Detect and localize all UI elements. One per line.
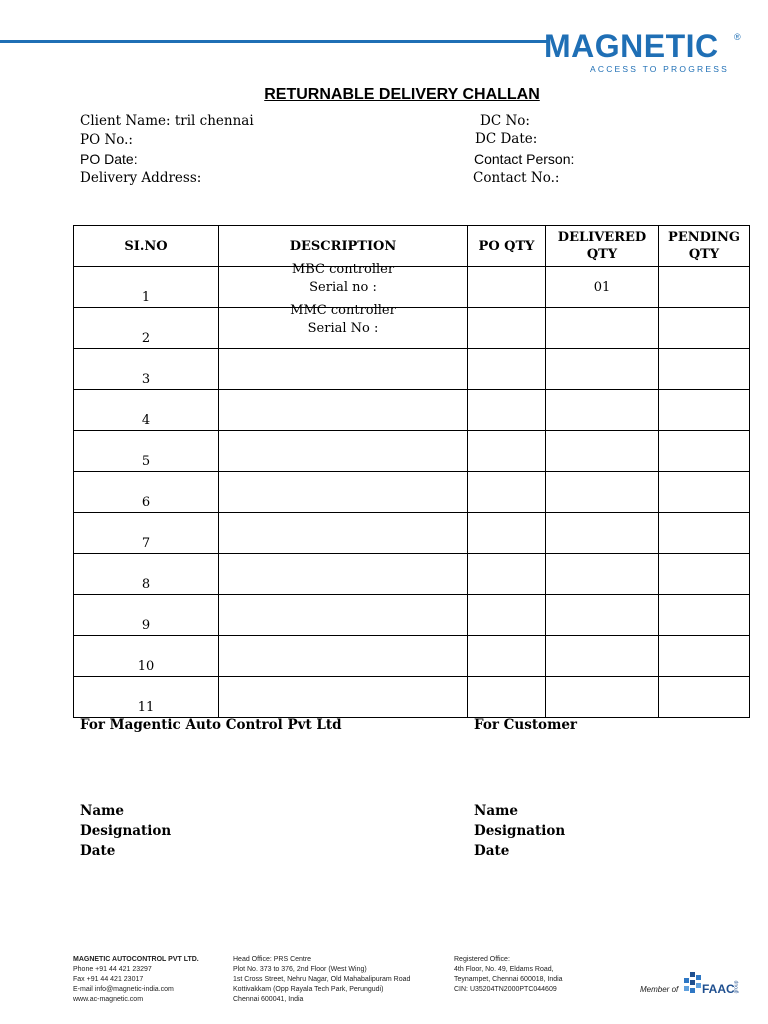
description-cell <box>219 636 468 677</box>
document-title: RETURNABLE DELIVERY CHALLAN <box>264 86 540 103</box>
sl-no-cell: 3 <box>74 349 219 390</box>
footer-company-name: MAGNETIC AUTOCONTROL PVT LTD. <box>73 956 199 963</box>
footer-registered-office-block <box>454 955 563 995</box>
footer-company-block <box>73 955 199 1005</box>
po-date-field: PO Date: <box>80 151 138 167</box>
footer-website: www.ac-magnetic.com <box>73 996 144 1003</box>
description-cell <box>219 513 468 554</box>
footer-email: E-mail info@magnetic-india.com <box>73 986 174 993</box>
delivered-qty-cell <box>546 595 659 636</box>
pending-qty-cell <box>659 677 750 718</box>
delivery-address-field: Delivery Address: <box>80 170 202 186</box>
header-sl-no: SI.NO <box>74 226 219 267</box>
head-office-label: Head Office: PRS Centre <box>233 956 312 963</box>
table-row <box>74 595 750 636</box>
registered-office-label: Registered Office: <box>454 956 510 963</box>
delivered-qty-cell <box>546 636 659 677</box>
company-designation-label: Designation <box>80 823 172 839</box>
pending-qty-cell <box>659 472 750 513</box>
po-qty-cell <box>468 677 546 718</box>
logo-wordmark: MAGNETIC <box>544 28 719 64</box>
description-cell <box>219 303 468 349</box>
faac-group-text: group <box>733 980 740 994</box>
faac-mark-icon <box>682 972 704 996</box>
header-description: DESCRIPTION <box>219 226 468 267</box>
pending-qty-cell <box>659 390 750 431</box>
po-qty-cell <box>468 554 546 595</box>
sl-no-cell: 2 <box>74 308 219 349</box>
description-cell <box>219 554 468 595</box>
sl-no-cell: 4 <box>74 390 219 431</box>
sl-no-cell: 10 <box>74 636 219 677</box>
sl-no-cell: 11 <box>74 677 219 718</box>
footer-head-office-block <box>233 955 410 1005</box>
registered-office-line: 4th Floor, No. 49, Eldams Road, <box>454 966 554 973</box>
dc-date-field: DC Date: <box>475 131 538 147</box>
customer-designation-label: Designation <box>474 823 566 839</box>
delivered-qty-cell <box>546 472 659 513</box>
description-line: MBC controller <box>291 262 395 277</box>
table-row <box>74 472 750 513</box>
po-qty-cell <box>468 513 546 554</box>
sl-no-cell: 5 <box>74 431 219 472</box>
registered-mark: ® <box>734 32 741 42</box>
table-row <box>74 390 750 431</box>
po-qty-cell <box>468 472 546 513</box>
dc-no-field: DC No: <box>480 113 530 129</box>
sl-no-cell: 6 <box>74 472 219 513</box>
table-row <box>74 308 750 349</box>
head-office-line: Chennai 600041, India <box>233 996 304 1003</box>
company-date-label: Date <box>80 843 116 859</box>
description-cell <box>219 431 468 472</box>
po-qty-cell <box>468 595 546 636</box>
po-qty-cell <box>468 636 546 677</box>
customer-signature-heading: For Customer <box>474 717 578 733</box>
sl-no-cell: 9 <box>74 595 219 636</box>
header-pending-qty: PENDING QTY <box>659 226 750 267</box>
delivered-qty-cell <box>546 308 659 349</box>
po-no-field: PO No.: <box>80 132 133 148</box>
client-name-field: Client Name: tril chennai <box>80 113 254 129</box>
header-rule <box>0 40 548 43</box>
po-qty-cell <box>468 431 546 472</box>
company-signature-heading: For Magentic Auto Control Pvt Ltd <box>80 717 342 733</box>
customer-date-label: Date <box>474 843 510 859</box>
header-po-qty: PO QTY <box>468 226 546 267</box>
delivered-qty-cell <box>546 513 659 554</box>
table-row <box>74 513 750 554</box>
serial-line: Serial no : <box>309 280 377 295</box>
head-office-line: Kottivakkam (Opp Rayala Tech Park, Perungudi) <box>233 986 384 993</box>
magnetic-logo <box>544 28 744 74</box>
customer-name-label: Name <box>474 803 518 819</box>
delivered-qty-cell <box>546 677 659 718</box>
po-qty-cell <box>468 390 546 431</box>
pending-qty-cell <box>659 349 750 390</box>
delivered-qty-cell <box>546 554 659 595</box>
footer-fax: Fax +91 44 421 23017 <box>73 976 144 983</box>
header-delivered-qty: DELIVERED QTY <box>546 226 659 267</box>
description-cell <box>219 677 468 718</box>
contact-person-field: Contact Person: <box>474 151 575 167</box>
pending-qty-cell <box>659 308 750 349</box>
pending-qty-cell <box>659 595 750 636</box>
faac-group-logo <box>682 972 740 1002</box>
pending-qty-cell <box>659 554 750 595</box>
delivered-qty-cell <box>546 390 659 431</box>
table-row <box>74 554 750 595</box>
delivered-qty-cell: 01 <box>546 267 659 308</box>
table-row <box>74 349 750 390</box>
delivered-qty-cell <box>546 431 659 472</box>
sl-no-cell: 7 <box>74 513 219 554</box>
head-office-line: 1st Cross Street, Nehru Nagar, Old Mahabalipuram Road <box>233 976 411 983</box>
description-cell <box>219 595 468 636</box>
faac-wordmark: FAAC <box>702 982 735 996</box>
description-line: MMC controller <box>290 303 396 318</box>
serial-line: Serial No : <box>307 321 379 336</box>
footer-phone: Phone +91 44 421 23297 <box>73 966 152 973</box>
pending-qty-cell <box>659 267 750 308</box>
description-cell <box>219 390 468 431</box>
po-qty-cell <box>468 308 546 349</box>
pending-qty-cell <box>659 431 750 472</box>
table-row <box>74 677 750 718</box>
registered-office-line: Teynampet, Chennai 600018, India <box>454 976 563 983</box>
contact-no-field: Contact No.: <box>473 170 560 186</box>
registered-office-cin: CIN: U35204TN2000PTC044609 <box>454 986 557 993</box>
items-table <box>73 225 750 718</box>
po-qty-cell <box>468 349 546 390</box>
sl-no-cell: 8 <box>74 554 219 595</box>
pending-qty-cell <box>659 636 750 677</box>
description-cell <box>219 472 468 513</box>
delivered-qty-cell <box>546 349 659 390</box>
head-office-line: Plot No. 373 to 376, 2nd Floor (West Wing) <box>233 966 367 973</box>
table-row <box>74 636 750 677</box>
member-of-label: Member of <box>640 985 679 994</box>
logo-tagline: ACCESS TO PROGRESS <box>590 64 729 74</box>
company-name-label: Name <box>80 803 124 819</box>
pending-qty-cell <box>659 513 750 554</box>
table-row <box>74 431 750 472</box>
po-qty-cell <box>468 267 546 308</box>
sl-no-cell: 1 <box>74 267 219 308</box>
description-cell <box>219 349 468 390</box>
